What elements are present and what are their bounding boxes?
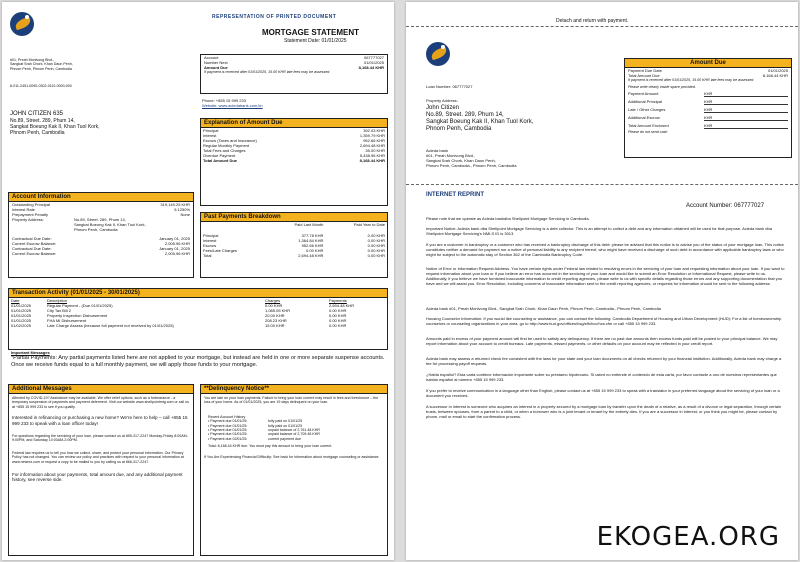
explanation-row: Total Fees and Charges 35.00 KHR xyxy=(203,148,385,153)
watermark-text: EKOGEA.ORG xyxy=(596,522,780,552)
bank-address: Acleda bank #01, Preah Monivong Blvd., Sangkat Srah Chork, Khan Daun Penh, Phnom Penh, Cambodia., Phnom Penh, Cambodia xyxy=(426,148,517,168)
notice-paragraph: Acleda bank #01, Preah Monivong Blvd., Sangkat Srah Chork, Khan Daun Penh, Phnom Penh, Cambodia., Phnom Penh, Cambodia xyxy=(426,306,661,311)
additional-messages-box xyxy=(8,384,194,556)
detach-note: Detach and return with payment. xyxy=(556,18,629,24)
detach-line-bottom xyxy=(406,184,798,185)
recipient-address: JOHN CITIZEN 635 No.89, Street. 289, Phum 14, Sangkat Boeung Kak II, Khan Tuol Kork, Phnom Penh, Cambodia xyxy=(10,111,100,136)
past-payment-row: Fees/Late Charges 0.00 KHR 0.00 KHR xyxy=(203,248,385,253)
recipient-address: John Citizen No.89, Street. 289, Phum 14, Sangkat Boeung Kak II, Khan Tuol Kork, Phnom Penh, Cambodia xyxy=(426,105,534,132)
history-row: • Payment due 01/01/25: fully paid on 01/01/25 xyxy=(208,419,303,424)
amount-due-header: Amount Due xyxy=(625,59,791,68)
transaction-row: 01/01/2025 City Tax Bill 2 1,085.05 KHR 0.00 KHR xyxy=(11,308,347,313)
total-enclosed-line[interactable]: Total Amount Enclosed KHR xyxy=(625,122,791,130)
info-row: Prepayment Penalty None xyxy=(12,212,190,217)
account-info-header: Account Information xyxy=(9,193,193,202)
additional-message: Affected by COVID-19? Assistance may be available. We offer relief options, such as a forbearance - a temporary suspension of payments and payment deferment. Visit our website www.shellpointmtg.com or call us at +855 15 999 233 to see if you qualify. xyxy=(12,396,189,409)
explanation-row: Regular Monthly Payment 2,694.48 KHR xyxy=(203,143,385,148)
delinquency-intro: You are late on your loan payments. Failure to bring your loan current may result in fees and foreclosure – the loss of your home. As of 01/01/2025, you are 19 days delinquent on your loan. xyxy=(204,396,379,405)
late-charges-line[interactable]: Late / Other Charges KHR xyxy=(625,106,791,114)
notice-paragraph: ¿Habla español? Esta carta contiene información importante sobre su préstamo hipotecario. Si usted no entiende el contenido de esta carta, por favor contacte a uno de nuestros representantes que hablan español al número +855 15 999 233. xyxy=(426,372,777,382)
coupon-late-note: If payment is received after 01/01/2025, 15.00 KHR late fees may be assessed. xyxy=(628,78,755,82)
coupon-row: Payment Due Date 01/01/2025 xyxy=(628,68,788,73)
transactions-table xyxy=(9,298,387,328)
additional-message: For questions regarding the servicing of your loan, please contact us at 855-317-2247 Monday-Friday 8:00AM-9:00PM, and Saturday 10:00AM-2:00PM. xyxy=(12,434,188,443)
past-payments-table xyxy=(201,222,387,258)
explanation-row: Principal 392.03 KHR xyxy=(203,128,385,133)
past-payment-row: Interest 1,364.84 KHR 0.00 KHR xyxy=(203,238,385,243)
property-address: Property Address: No.89, Street. 289, Phum 14, Sangkat Boeung Kak II, Khan Tuol Kork, Phnom Penh, Cambodia xyxy=(12,217,146,232)
next-date-row: Number Next 01/01/2025 xyxy=(204,60,384,65)
additional-message: Federal law requires us to tell you how we collect, share, and protect your personal information. Our Privacy Policy has not changed. You can review our policy and practices with respect to your personal information at www.newrez.com or request a copy to be mailed to you by calling us at 866-317-2247. xyxy=(12,450,184,464)
doc-title: MORTGAGE STATEMENT xyxy=(262,28,360,37)
delinquency-header: **Delinquency Notice** xyxy=(201,385,387,394)
amount-due-coupon xyxy=(624,58,792,158)
phone-line: Phone: +855 15 999 233 xyxy=(202,98,246,103)
explanation-row: Overdue Payment 5,438.96 KHR xyxy=(203,153,385,158)
internet-reprint-title: INTERNET REPRINT xyxy=(426,192,485,198)
info-row: Contractual Due Date: January 01, 2025 xyxy=(12,246,190,251)
past-payments-header: Past Payments Breakdown xyxy=(201,213,387,222)
barcode-line: 8-011-2451-0090-0302-0110-0000-000 xyxy=(10,84,72,88)
past-payment-row: Escrow 952.66 KHR 0.00 KHR xyxy=(203,243,385,248)
delinquency-footer: If You Are Experiencing Financial Difficulty: See back for information about mortgage counseling or assistance. xyxy=(204,454,380,459)
account-summary-box xyxy=(200,54,388,94)
statement-page-front xyxy=(2,2,394,560)
additional-message: Interested in refinancing or purchasing a new home? We're here to help – call +855 15 999 233 to speak with a loan officer today! xyxy=(12,415,188,426)
transactions-header: Transaction Activity (01/01/2025 - 30/01/2025) xyxy=(9,289,387,298)
notice-paragraph: Amounts paid in excess of your payment amount will first be used to satisfy any delinquency. If there are no past due amounts then excess funds paid will be posted to your principal balance. We may report information about your account to credit bureaus. Late payments, missed payments, or other defaults on your account may be reflected in your credit report. xyxy=(426,336,778,346)
amount-due-row: Amount Due 8,168.44 KHR xyxy=(204,65,384,70)
notice-paragraph: Important Notice: Acleda bank dba Shellpoint Mortgage Servicing is a debt collector. This is an attempt to collect a debt and any information obtained will be used for that purpose. Acleda bank dba Shellpoint Mortgage Servicing's NMLS ID is 3013. xyxy=(426,226,772,236)
history-row: • Payment due 02/01/25: current payment due xyxy=(208,436,301,441)
history-row: • Payment due 01/01/25: fully paid on 01/01/25 xyxy=(208,423,303,428)
explanation-header: Explanation of Amount Due xyxy=(201,119,387,128)
important-messages-text: *Partial Payments: Any partial payments listed here are not applied to your mortgage, but instead are held in one or more separate suspense accounts. Once we receive funds equal to a full monthly payment, we will apply those funds to your mortgage. xyxy=(11,355,385,368)
info-row: Interest Rate 5.1250% xyxy=(12,207,190,212)
sender-address: #01, Preah Monivong Blvd., Sangkat Srah Chork, Khan Daun Penh, Phnom Penh, Phnom Penh, Cambodia xyxy=(10,58,73,71)
notice-paragraph: Please note that we operate as Acleda bankdba Shellpoint Mortgage Servicing in Cambodia. xyxy=(426,216,590,221)
delinquency-notice-box xyxy=(200,384,388,556)
additional-principal-line[interactable]: Additional Principal KHR xyxy=(625,98,791,106)
transactions-head: Date Description Charges Payments xyxy=(11,298,347,303)
bank-logo xyxy=(10,12,34,36)
important-messages-title: Important Messages xyxy=(11,350,50,355)
delinquency-total: Total: 8,168.44 KHR due. You must pay this amount to bring your loan current. xyxy=(208,444,333,449)
notice-paragraph: If you prefer to receive communication in a language other than English, please contact us at +855 15 999 233 to speak with a translator in your preferred language about the servicing of your loan or a document you received. xyxy=(426,388,780,398)
history-row: • Payment due 01/01/25: unpaid balance of 2,761.48 KHR xyxy=(208,428,320,433)
info-row: Contractual Due Date: January 01, 2025 xyxy=(12,236,190,241)
coupon-instructions: Please write clearly inside space provided. xyxy=(628,85,696,90)
website-link[interactable]: Website: www.acledabank.com.kh xyxy=(202,103,263,108)
explanation-table xyxy=(201,128,387,163)
payment-amount-line[interactable]: Payment Amount KHR xyxy=(625,90,791,98)
no-cash-note: Please do not send cash xyxy=(628,129,668,134)
notice-paragraph: Acleda bank may assess a returned check fee consistent with the laws for your state and your loan documents on all checks returned by your financial institution. Additionally, Acleda bank may charge a fee for processing payoff requests. xyxy=(426,356,782,366)
late-fee-note: If payment is received after 01/01/2025, 15.00 KHR late fees may be assessed. xyxy=(204,70,331,74)
info-row: Current Escrow Balance: 2,005.96 KHR xyxy=(12,251,190,256)
statement-date: Statement Date: 01/01/2025 xyxy=(284,38,347,44)
coupon-row: Total Amount Due 8,168.44 KHR xyxy=(628,73,788,78)
statement-page-back xyxy=(406,2,798,560)
additional-messages-header: Additional Messages xyxy=(9,385,193,394)
notice-paragraph: Notice of Error or Information Request Address. You have certain rights under Federal law related to resolving errors in the servicing of your loan and requesting information about your loan. If you want to request information about your loan or if you believe an error has occurred in the servicing of your loan and would like to submit an Error Resolution or Informational Request, please write to us. Additionally, if you believe we have furnished inaccurate information to credit reporting agencies, please write to us with specific details regarding those errors and any supporting documentation that you have and we will assist you. Error Resolution, including concerns of inaccurate information sent to the credit reporting agencies, or requests for information should be sent to the following address: xyxy=(426,266,785,286)
transaction-row: 01/01/2025 Property Inspection Disbursement 20.00 KHR 0.00 KHR xyxy=(11,313,347,318)
explanation-row: Interest 1,359.79 KHR xyxy=(203,133,385,138)
explanation-total-row: Total Amount Due 8,168.44 KHR xyxy=(203,158,385,163)
recent-history: Recent Account History • Payment due 01/01/25: fully paid on 01/01/25 • Payment due 01/01/25: fully paid on 01/01/25 • Payment due 01/01/25: unpaid balance of 2,761.48 KHR • Payment due 01/01/25: unpaid balance of 2,709.48 KHR • Payment due 02/01/25: current payment due Total: 8,168.44 KHR due. You must pay this amount to bring your loan current. xyxy=(204,415,384,449)
notice-paragraph: A successor in interest is someone who acquires an interest in a property secured by a mortgage loan by transfer upon the death of a relative, as a result of a divorce or legal separation, through certain trusts, between spouses, from a parent to a child, or when a borrower who is a joint tenant or tenant by the entirety dies. If you are a successor in interest, or you think you might be, please contact by phone, mail or email to start the confirmation process. xyxy=(426,404,782,419)
account-number: Account Number: 067777027 xyxy=(686,203,765,209)
past-payment-row: Total 2,694.48 KHR 0.00 KHR xyxy=(203,253,385,258)
top-title: REPRESENTATION OF PRINTED DOCUMENT xyxy=(212,14,337,20)
notice-paragraph: If you are a customer in bankruptcy or a customer who has received a bankruptcy discharge of this debt: please be advised that this notice is to advise you of the status of your mortgage loan. This notice constitutes neither a demand for payment nor a notice of personal liability to any recipient hereof, who might have received a discharge of such debt in accordance with applicable bankruptcy laws or who might be subject to the automatic stay of Section 362 of the Cambodia Bankruptcy Code. xyxy=(426,242,784,257)
account-info-box xyxy=(8,192,194,278)
transactions-box xyxy=(8,288,388,350)
transaction-row: 01/02/2025 Late Charge Assess (because full payment not received by 01/01/2025) 15.00 KHR 0.00 KHR xyxy=(11,323,347,328)
past-payments-head: Paid Last Month Paid Year to Date xyxy=(294,222,385,227)
additional-escrow-line[interactable]: Additional Escrow KHR xyxy=(625,114,791,122)
past-payments-box xyxy=(200,212,388,278)
explanation-row: Escrow (Taxes and Insurance) 952.66 KHR xyxy=(203,138,385,143)
loan-number: Loan Number: 067777027 xyxy=(426,84,473,89)
property-address-label: Property Address: xyxy=(426,98,458,103)
detach-line xyxy=(406,26,798,27)
additional-message: For information about your payments, total amount due, and any additional payment history, see reverse side. xyxy=(12,472,183,483)
history-row: • Payment due 01/01/25: unpaid balance of 2,709.48 KHR xyxy=(208,432,320,437)
past-payment-row: Principal 377.78 KHR 0.00 KHR xyxy=(203,233,385,238)
transaction-row: 01/01/2025 FHA MI Disbursement 208.23 KHR 0.00 KHR xyxy=(11,318,347,323)
explanation-box xyxy=(200,118,388,206)
bank-logo xyxy=(426,42,450,66)
info-row: Outstanding Principal 319,149.25 KHR xyxy=(12,202,190,207)
notice-paragraph: Housing Counselor Information: If you would like counseling or assistance, you can contact the following: Cambodia Department of Housing and Urban Development (HUD): For a list of homeownership counselors or counseling organizations in your area, go to http://www.hud.gov/offices/hsg/sfh/hcc/hcs.cfm or call +855 15 999 233. xyxy=(426,316,782,326)
transaction-row: 01/01/2025 Regular Payment - (Due 01/01/2025) 0.00 KHR 2,694.48 KHR xyxy=(11,303,355,308)
account-row: Account 067777027 xyxy=(204,55,384,60)
info-row: Current Escrow Balance: 2,005.96 KHR xyxy=(12,241,190,246)
